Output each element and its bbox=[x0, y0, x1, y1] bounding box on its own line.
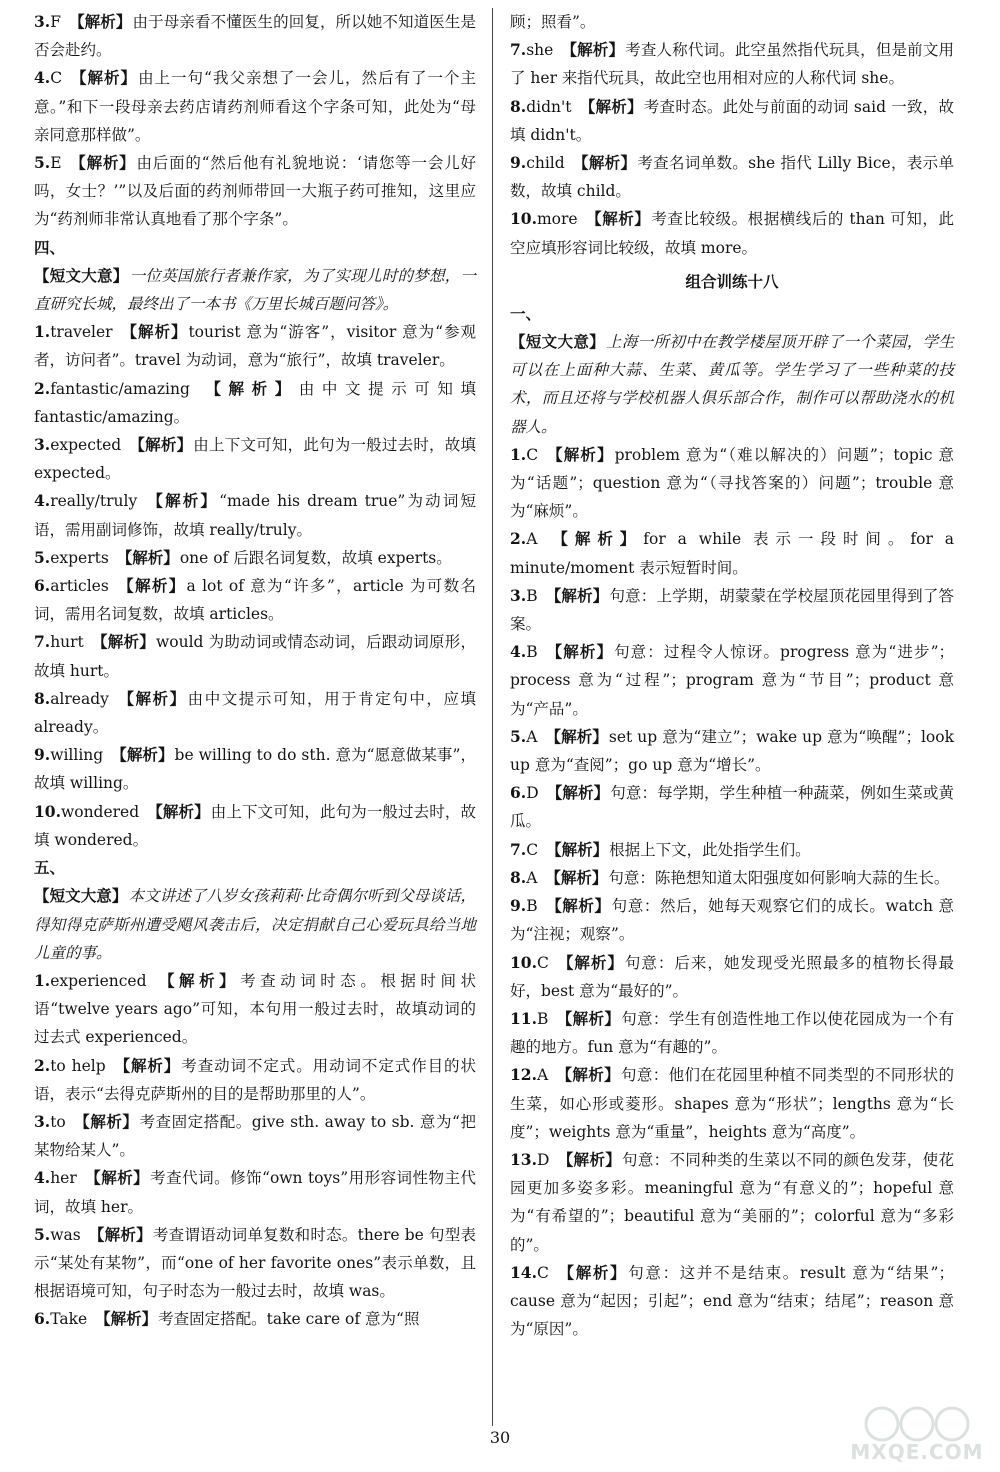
analysis-tag: 【解析】 bbox=[91, 632, 156, 652]
analysis-tag: 【解析】 bbox=[197, 378, 298, 398]
answer-text: experienced bbox=[50, 971, 147, 990]
analysis-tag: 【解析】 bbox=[84, 1168, 150, 1188]
question-number: 2. bbox=[34, 1055, 51, 1075]
analysis-tag: 【解析】 bbox=[116, 576, 186, 596]
answer-text: to bbox=[50, 1112, 66, 1131]
left-column bbox=[34, 8, 476, 1334]
explanation-text: tourist 意为“游客”，visitor 意为“参观者，访问者”。travel 为动词，意为“旅行”，故填 traveler。 bbox=[34, 323, 476, 370]
question-number: 4. bbox=[34, 1168, 51, 1188]
answer-entry bbox=[34, 1052, 476, 1108]
answer-entry bbox=[34, 1164, 476, 1220]
answer-text: C bbox=[536, 1263, 549, 1282]
explanation-text: one of 后跟名词复数，故填 experts。 bbox=[179, 548, 452, 567]
question-number: 4. bbox=[510, 642, 527, 662]
analysis-tag: 【解析】 bbox=[88, 1224, 152, 1244]
explanation-text: 考查动词时态。根据时间状语“twelve years ago”可知，本句用一般过去时，故填动词的过去式 experienced。 bbox=[34, 971, 476, 1047]
answer-entry bbox=[510, 723, 954, 779]
analysis-tag: 【解析】 bbox=[70, 68, 138, 88]
question-number: 5. bbox=[34, 1224, 51, 1244]
passage-summary bbox=[510, 328, 954, 441]
analysis-tag: 【解析】 bbox=[545, 529, 643, 549]
explanation-text: 由中文提示可知，用于肯定句中，应填 already。 bbox=[34, 689, 476, 737]
answer-text: B bbox=[526, 643, 538, 662]
answer-entry bbox=[510, 949, 954, 1005]
explanation-text: 句意：过程令人惊讶。progress 意为“进步”；process 意为“过程”；program 意为“节目”；product 意为“产品”。 bbox=[510, 643, 954, 718]
question-number: 9. bbox=[510, 153, 527, 173]
passage-summary bbox=[34, 262, 476, 318]
explanation-text: 句意：他们在花园里种植不同类型的不同形状的生菜，如心形或菱形。shapes 意为“形状”；lengths 意为“长度”；weights 意为“重量”，heights 意为“高度”。 bbox=[510, 1066, 954, 1141]
question-number: 10. bbox=[510, 952, 537, 972]
summary-tag: 【短文大意】 bbox=[34, 265, 129, 285]
answer-text: A bbox=[536, 1066, 549, 1085]
question-number: 9. bbox=[510, 896, 527, 916]
answer-text: fantastic/amazing bbox=[50, 379, 190, 398]
answer-entry bbox=[34, 431, 476, 487]
right-column bbox=[510, 8, 954, 1343]
analysis-tag: 【解析】 bbox=[545, 867, 608, 887]
answer-entry bbox=[34, 1108, 476, 1164]
answer-text: C bbox=[50, 69, 63, 88]
question-number: 8. bbox=[510, 96, 527, 116]
explanation-text: 由中文提示可知填 fantastic/amazing。 bbox=[34, 379, 476, 426]
question-number: 7. bbox=[34, 632, 51, 652]
analysis-tag: 【解析】 bbox=[546, 444, 614, 464]
question-number: 3. bbox=[34, 435, 51, 455]
summary-tag: 【短文大意】 bbox=[34, 886, 128, 906]
answer-text: C bbox=[536, 953, 549, 972]
question-number: 9. bbox=[34, 745, 51, 765]
analysis-tag: 【解析】 bbox=[120, 322, 188, 342]
explanation-text: 句意：后来，她发现受光照最多的植物长得最好，best 意为“最好的”。 bbox=[510, 953, 954, 1000]
answer-text: really/truly bbox=[50, 492, 138, 511]
watermark-text: MXQE.COM bbox=[850, 1440, 984, 1464]
answer-text: hurt bbox=[50, 633, 84, 652]
explanation-text: for a while 表示一段时间。for a minute/moment 表示短暂时间。 bbox=[510, 530, 954, 577]
explanation-text: “made his dream true”为动词短语，需用副词修饰，故填 really/truly。 bbox=[34, 492, 476, 539]
answer-text: E bbox=[50, 154, 62, 173]
explanation-text: 句意：上学期，胡蒙蒙在学校屋顶花园里得到了答案。 bbox=[510, 586, 954, 634]
analysis-tag: 【解析】 bbox=[68, 12, 132, 31]
explanation-text: 考查比较级。根据横线后的 than 可知，此空应填形容词比较级，故填 more。 bbox=[510, 210, 954, 257]
explanation-text: would 为助动词或情态动词，后跟动词原形，故填 hurt。 bbox=[34, 633, 476, 680]
answer-entry bbox=[510, 149, 954, 205]
explanation-text: 句意：陈艳想知道太阳强度如何影响大蒜的生长。 bbox=[608, 868, 950, 887]
question-number: 14. bbox=[510, 1262, 537, 1282]
analysis-tag: 【解析】 bbox=[113, 1055, 181, 1075]
summary-text: 上海一所初中在教学楼屋顶开辟了一个菜园，学生可以在上面种大蒜、生菜、黄瓜等。学生学习了一些种菜的技术，而且还将与学校机器人俱乐部合作，制作可以帮助浇水的机器人。 bbox=[510, 333, 954, 436]
answer-text: D bbox=[526, 784, 539, 803]
explanation-text: 考查固定搭配。give sth. away to sb. 意为“把某物给某人”。 bbox=[34, 1112, 476, 1160]
answer-entry bbox=[34, 318, 476, 374]
answer-text: didn't bbox=[526, 97, 572, 116]
explanation-text: 由后面的“然后他有礼貌地说：‘请您等一会儿好吗，女士？’”以及后面的药剂师带回一大瓶子药可推知，这里应为“药剂师非常认真地看了那个字条”。 bbox=[34, 154, 476, 229]
question-number: 1. bbox=[34, 322, 51, 342]
question-number: 7. bbox=[510, 839, 527, 859]
explanation-text: 由于母亲看不懂医生的回复，所以她不知道医生是否会赴约。 bbox=[34, 13, 476, 60]
passage-summary bbox=[34, 882, 476, 967]
answer-text: B bbox=[526, 586, 538, 605]
column-divider bbox=[492, 8, 493, 1426]
analysis-tag: 【解析】 bbox=[557, 1149, 622, 1169]
answer-text: A bbox=[526, 530, 538, 549]
answer-entry bbox=[34, 628, 476, 684]
answer-entry bbox=[34, 685, 476, 741]
analysis-tag: 【解析】 bbox=[116, 547, 179, 567]
answer-entry bbox=[510, 36, 954, 92]
question-number: 12. bbox=[510, 1065, 537, 1085]
question-number: 8. bbox=[34, 688, 51, 708]
explanation-text: 句意：每学期，学生种植一种蔬菜，例如生菜或黄瓜。 bbox=[510, 784, 954, 831]
question-number: 2. bbox=[34, 378, 51, 398]
section-heading: 一、 bbox=[510, 303, 542, 323]
answer-text: child bbox=[526, 154, 565, 173]
answer-text: wondered bbox=[60, 802, 140, 821]
question-number: 1. bbox=[34, 970, 51, 990]
page-number: 30 bbox=[489, 1428, 511, 1447]
analysis-tag: 【解析】 bbox=[572, 153, 637, 173]
section-heading: 五、 bbox=[34, 858, 66, 878]
explanation-text: 根据上下文，此处指学生们。 bbox=[609, 840, 811, 859]
answer-entry bbox=[510, 864, 954, 892]
analysis-tag: 【解析】 bbox=[73, 1111, 139, 1131]
question-number: 2. bbox=[510, 529, 527, 549]
explanation-text: 由上下文可知，此句为一般过去时，故填 expected。 bbox=[34, 436, 476, 483]
answer-entry bbox=[34, 149, 476, 234]
answer-text: more bbox=[536, 210, 578, 229]
answer-entry bbox=[510, 205, 954, 261]
explanation-text: 考查人称代词。此空虽然指代玩具，但是前文用了 her 来指代玩具，故此空也用相对应的人称代词 she。 bbox=[510, 41, 954, 88]
answer-text: articles bbox=[50, 577, 109, 596]
explanation-text: a lot of 意为“许多”，article 为可数名词，需用名词复数，故填 articles。 bbox=[34, 577, 476, 624]
explanation-text: 由上下文可知，此句为一般过去时，故填 wondered。 bbox=[34, 802, 476, 849]
answer-entry bbox=[34, 1221, 476, 1306]
question-number: 3. bbox=[34, 12, 51, 31]
explanation-text: 考查动词不定式。用动词不定式作目的状语，表示“去得克萨斯州的目的是帮助那里的人”。 bbox=[34, 1056, 476, 1103]
analysis-tag: 【解析】 bbox=[556, 1262, 628, 1282]
explanation-text: 句意：学生有创造性地工作以使花园成为一个有趣的地方。fun 意为“有趣的”。 bbox=[510, 1009, 954, 1057]
answer-entry bbox=[34, 1305, 476, 1333]
answer-entry bbox=[510, 93, 954, 149]
answer-text: willing bbox=[50, 746, 104, 765]
answer-entry bbox=[510, 1061, 954, 1146]
answer-text: B bbox=[526, 897, 538, 916]
answer-text: A bbox=[526, 727, 538, 746]
continued-text: 顾；照看”。 bbox=[510, 13, 596, 31]
answer-text: C bbox=[526, 445, 539, 464]
answer-text: A bbox=[526, 868, 538, 887]
analysis-tag: 【解析】 bbox=[545, 585, 609, 605]
answer-entry bbox=[34, 798, 476, 854]
exercise-title: 组合训练十八 bbox=[685, 272, 779, 291]
answer-entry bbox=[510, 1005, 954, 1061]
analysis-tag: 【解析】 bbox=[585, 209, 651, 229]
answer-entry bbox=[510, 441, 954, 526]
analysis-tag: 【解析】 bbox=[69, 153, 136, 173]
question-number: 13. bbox=[510, 1149, 537, 1169]
explanation-text: 句意：这并不是结束。result 意为“结果”；cause 意为“起因；引起”；end 意为“结束；结尾”；reason 意为“原因”。 bbox=[510, 1263, 954, 1339]
question-number: 7. bbox=[510, 40, 527, 60]
explanation-text: problem 意为“（难以解决的）问题”；topic 意为“话题”；question 意为“（寻找答案的）问题”；trouble 意为“麻烦”。 bbox=[510, 445, 954, 521]
question-number: 11. bbox=[510, 1008, 537, 1028]
answer-entry bbox=[34, 375, 476, 431]
analysis-tag: 【解析】 bbox=[154, 970, 240, 990]
question-number: 10. bbox=[34, 801, 61, 821]
answer-text: her bbox=[50, 1169, 77, 1188]
analysis-tag: 【解析】 bbox=[545, 896, 611, 916]
answer-text: F bbox=[50, 13, 61, 31]
answer-circle-logo-icon bbox=[864, 1406, 970, 1442]
explanation-text: 由上一句“我父亲想了一会儿，然后有了一个主意。”和下一段母亲去药店请药剂师看这个字条可知，此处为“母亲同意那样做”。 bbox=[34, 69, 476, 144]
analysis-tag: 【解析】 bbox=[561, 40, 625, 60]
explanation-text: 考查时态。此处与前面的动词 said 一致，故填 didn't。 bbox=[510, 97, 954, 144]
answer-entry bbox=[34, 572, 476, 628]
question-number: 4. bbox=[34, 68, 51, 88]
question-number: 3. bbox=[510, 585, 527, 605]
answer-entry bbox=[510, 892, 954, 948]
answer-entry bbox=[510, 836, 954, 864]
question-number: 6. bbox=[510, 783, 527, 803]
answer-text: experts bbox=[50, 548, 109, 567]
question-number: 6. bbox=[34, 1309, 51, 1329]
question-number: 4. bbox=[34, 491, 51, 511]
explanation-text: 考查代词。修饰“own toys”用形容词性物主代词，故填 her。 bbox=[34, 1169, 476, 1216]
question-number: 3. bbox=[34, 1111, 51, 1131]
answer-entry bbox=[34, 487, 476, 543]
answer-text: C bbox=[526, 840, 539, 859]
analysis-tag: 【解析】 bbox=[556, 1065, 621, 1085]
analysis-tag: 【解析】 bbox=[111, 745, 174, 765]
explanation-text: set up 意为“建立”；wake up 意为“唤醒”；look up 意为“查阅”；go up 意为“增长”。 bbox=[510, 727, 954, 775]
analysis-tag: 【解析】 bbox=[129, 435, 193, 455]
answer-entry bbox=[34, 544, 476, 572]
answer-text: D bbox=[536, 1150, 550, 1169]
answer-entry bbox=[34, 8, 476, 64]
answer-text: traveler bbox=[50, 323, 113, 342]
answer-entry bbox=[34, 64, 476, 149]
section-heading: 四、 bbox=[34, 237, 66, 257]
watermark bbox=[842, 1406, 992, 1466]
answer-entry bbox=[510, 525, 954, 581]
analysis-tag: 【解析】 bbox=[95, 1309, 158, 1329]
explanation-text: 句意：不同种类的生菜以不同的颜色发芽，使花园更加多姿多彩。meaningful 意为“有意义的”；hopeful 意为“有希望的”；beautiful 意为“美丽的”；colorful 意为“多彩的”。 bbox=[510, 1150, 954, 1254]
analysis-tag: 【解析】 bbox=[116, 688, 187, 708]
explanation-text: 考查固定搭配。take care of 意为“照 bbox=[158, 1310, 420, 1329]
answer-text: expected bbox=[50, 436, 122, 455]
answer-entry bbox=[34, 967, 476, 1052]
analysis-tag: 【解析】 bbox=[145, 491, 219, 511]
analysis-tag: 【解析】 bbox=[147, 801, 210, 821]
analysis-tag: 【解析】 bbox=[546, 839, 609, 859]
answer-entry bbox=[510, 779, 954, 835]
answer-text: to help bbox=[50, 1056, 106, 1075]
analysis-tag: 【解析】 bbox=[556, 952, 624, 972]
question-number: 5. bbox=[34, 547, 51, 567]
summary-text: 本文讲述了八岁女孩莉莉·比奇偶尔听到父母谈话，得知得克萨斯州遭受飓风袭击后，决定捐献自己心爱玩具给当地儿童的事。 bbox=[34, 887, 476, 962]
answer-entry bbox=[510, 1259, 954, 1344]
answer-entry bbox=[34, 741, 476, 797]
answer-text: Take bbox=[50, 1310, 88, 1329]
summary-tag: 【短文大意】 bbox=[510, 332, 605, 352]
explanation-text: 句意：然后，她每天观察它们的成长。watch 意为“注视；观察”。 bbox=[510, 897, 954, 944]
analysis-tag: 【解析】 bbox=[579, 96, 643, 116]
explanation-text: 考查名词单数。she 指代 Lilly Bice，表示单数，故填 child。 bbox=[510, 154, 954, 201]
summary-text: 一位英国旅行者兼作家，为了实现儿时的梦想，一直研究长城，最终出了一本书《万里长城百题问答》。 bbox=[34, 266, 476, 314]
analysis-tag: 【解析】 bbox=[556, 1008, 621, 1028]
explanation-text: be willing to do sth. 意为“愿意做某事”，故填 willing。 bbox=[34, 746, 476, 793]
question-number: 6. bbox=[34, 576, 51, 596]
answer-text: she bbox=[526, 41, 554, 60]
question-number: 1. bbox=[510, 444, 527, 464]
explanation-text: 考查谓语动词单复数和时态。there be 句型表示“某处有某物”，而“one of her favorite ones”表示单数，且根据语境可知，句子时态为一般过去时，故填 was。 bbox=[34, 1225, 476, 1301]
question-number: 5. bbox=[34, 153, 51, 173]
answer-text: was bbox=[50, 1225, 81, 1244]
analysis-tag: 【解析】 bbox=[546, 783, 610, 803]
answer-text: already bbox=[50, 689, 109, 708]
answer-text: B bbox=[536, 1009, 549, 1028]
analysis-tag: 【解析】 bbox=[545, 642, 614, 662]
question-number: 5. bbox=[510, 726, 527, 746]
question-number: 8. bbox=[510, 867, 527, 887]
analysis-tag: 【解析】 bbox=[545, 726, 608, 746]
answer-entry bbox=[510, 582, 954, 638]
answer-entry bbox=[510, 1146, 954, 1259]
question-number: 10. bbox=[510, 209, 537, 229]
answer-entry bbox=[510, 638, 954, 723]
